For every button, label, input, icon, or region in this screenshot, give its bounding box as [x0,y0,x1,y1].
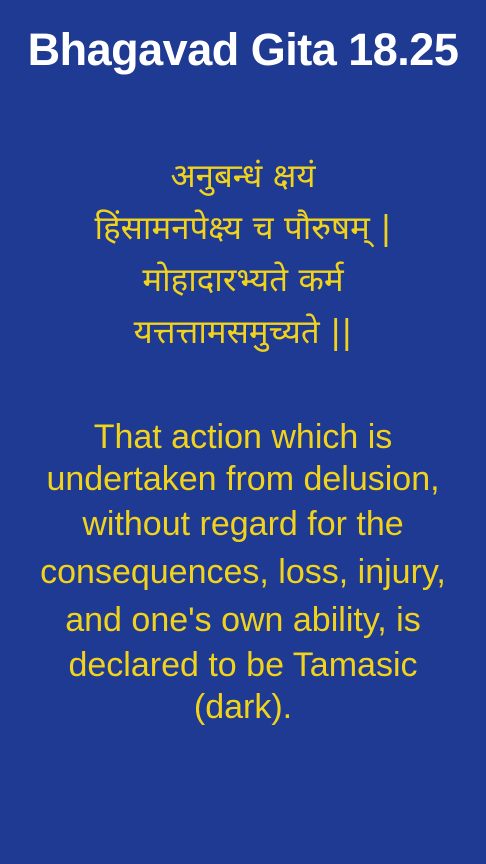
verse-line-2: हिंसामनपेक्ष्य च पौरुषम् | [94,208,392,247]
verse-line-1: अनुबन्धं क्षयं [170,156,316,195]
translation-line-3: without regard for the [82,505,404,543]
translation-line-7: (dark). [193,688,293,726]
english-translation [0,416,486,728]
verse-line-3: मोहादारभ्यते कर्म [142,260,344,299]
sanskrit-verse [0,150,486,358]
translation-line-2: undertaken from delusion, [46,460,440,498]
translation-line-4: consequences, loss, injury, [40,553,446,591]
page-title: Bhagavad Gita 18.25 [27,24,459,75]
translation-line-6: declared to be Tamasic [68,646,418,684]
translation-line-1: That action which is [93,418,393,456]
verse-line-4: यत्तत्तामसमुच्यते || [133,312,353,351]
translation-line-5: and one's own ability, is [65,601,421,639]
